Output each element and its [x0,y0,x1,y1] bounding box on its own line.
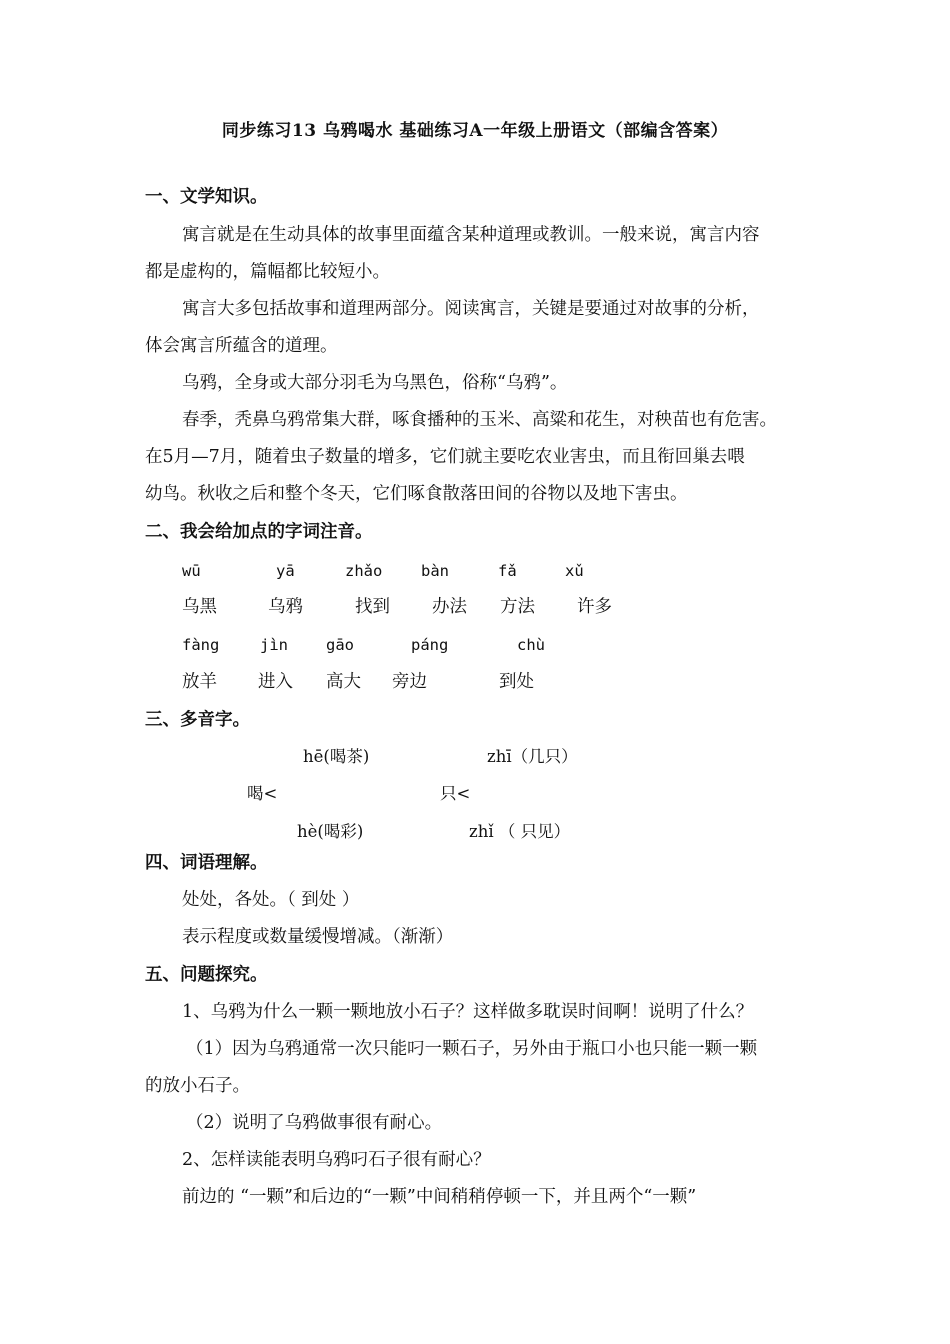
pinyin-label: bàn [421,562,449,580]
vocab-word: 方法 [500,597,535,617]
answer-line: 前边的 “一颗”和后边的“一颗”中间稍稍停顿一下，并且两个“一颗” [182,1187,697,1207]
section-heading-word-meaning: 四、词语理解。 [145,853,268,873]
paragraph-line: 寓言就是在生动具体的故事里面蕴含某种道理或教训。一般来说，寓言内容 [182,225,760,245]
paragraph-line: 乌鸦，全身或大部分羽毛为乌黑色，俗称“乌鸦”。 [182,373,568,393]
pinyin-label: xǔ [565,562,584,580]
paragraph-line: 处处，各处。（ 到处 ） [182,890,360,910]
vocab-word: 放羊 [182,672,217,692]
paragraph-line: 在5月—7月，随着虫子数量的增多，它们就主要吃农业害虫，而且衔回巢去喂 [145,447,745,467]
paragraph-line: 体会寓言所蕴含的道理。 [145,336,338,356]
pinyin-label: wū [182,562,201,580]
pinyin-label: zhǎo [345,562,383,580]
page-title: 同步练习13 乌鸦喝水 基础练习A一年级上册语文（部编含答案） [221,121,729,141]
vocab-word: 办法 [432,597,467,617]
paragraph-line: 都是虚构的，篇幅都比较短小。 [145,262,390,282]
pinyin-label: gāo [326,636,354,654]
polyphone-char: 只< [440,784,471,803]
vocab-word: 到处 [499,672,534,692]
vocab-word: 许多 [577,597,612,617]
pinyin-label: fàng [182,636,220,654]
paragraph-line: 幼鸟。秋收之后和整个冬天，它们啄食散落田间的谷物以及地下害虫。 [145,484,688,504]
answer-line: （2）说明了乌鸦做事很有耐心。 [186,1113,443,1133]
paragraph-line: 寓言大多包括故事和道理两部分。阅读寓言，关键是要通过对故事的分析， [182,299,760,319]
vocab-word: 高大 [326,672,361,692]
answer-line: 的放小石子。 [145,1076,250,1096]
vocab-word: 找到 [355,597,390,617]
question-line: 1、乌鸦为什么一颗一颗地放小石子？这样做多耽误时间啊！说明了什么？ [182,1002,754,1022]
vocab-word: 乌鸦 [268,597,303,617]
section-heading-literature: 一、文学知识。 [145,187,268,207]
polyphone-reading: hē(喝茶) [303,747,370,766]
paragraph-line: 表示程度或数量缓慢增减。（渐渐） [182,927,454,947]
polyphone-reading: hè(喝彩) [297,822,364,841]
polyphone-reading: zhǐ （ 只见） [469,822,571,841]
vocab-word: 旁边 [392,672,427,692]
question-line: 2、怎样读能表明乌鸦叼石子很有耐心？ [182,1150,491,1170]
pinyin-label: páng [411,636,449,654]
polyphone-char: 喝< [247,784,278,803]
pinyin-label: yā [276,562,295,580]
section-heading-polyphones: 三、多音字。 [145,710,250,730]
paragraph-line: 春季，秃鼻乌鸦常集大群，啄食播种的玉米、高粱和花生，对秧苗也有危害。 [182,410,777,430]
pinyin-label: fǎ [498,562,517,580]
answer-line: （1）因为乌鸦通常一次只能叼一颗石子，另外由于瓶口小也只能一颗一颗 [186,1039,758,1059]
section-heading-pinyin: 二、我会给加点的字词注音。 [145,522,373,542]
section-heading-questions: 五、问题探究。 [145,965,268,985]
vocab-word: 乌黑 [182,597,217,617]
pinyin-label: chù [517,636,545,654]
vocab-word: 进入 [258,672,293,692]
pinyin-label: jìn [260,636,288,654]
polyphone-reading: zhī（几只） [487,747,578,766]
